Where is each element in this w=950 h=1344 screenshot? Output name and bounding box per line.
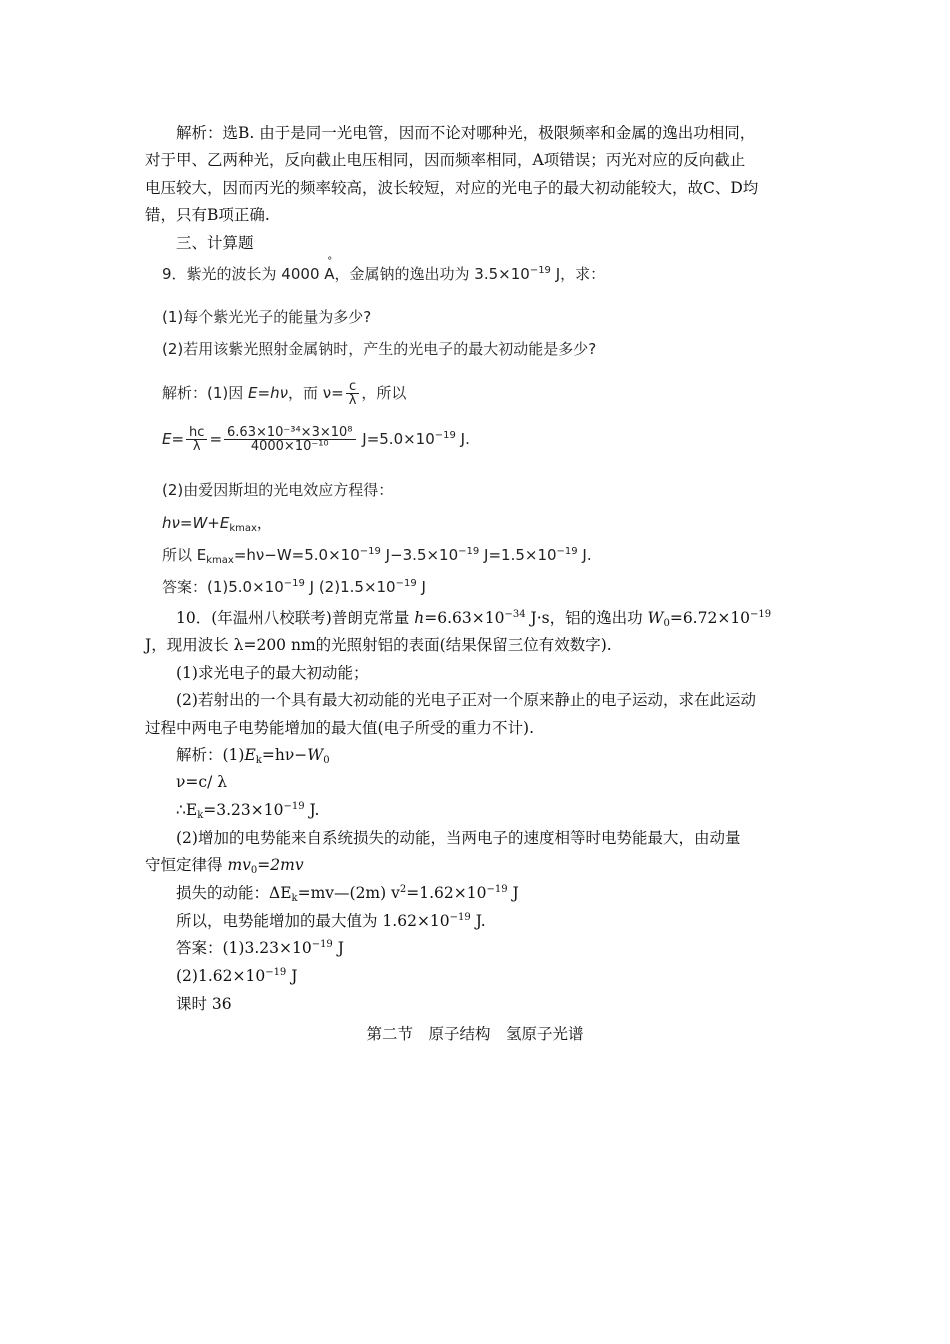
sol-b: =hν− [261,746,308,764]
lesson-number: 课时 36 [176,995,232,1013]
q10-l1-b: =6.63×10 [424,609,505,627]
q10-part-2-solution-line-2 [145,855,304,875]
q9-mid: ，金属钠的逸出功为 3.5×10 [334,265,530,283]
q10-l1-a: 10．(年温州八校联考)普朗克常量 [176,609,415,627]
ans-a: 答案：(1)5.0×10 [162,578,284,596]
so-a: 所以，电势能增加的最大值为 1.62×10 [176,912,450,930]
q10-ek-result [176,800,319,820]
so-b: J. [470,912,486,930]
ek-sub: k [197,810,204,821]
q10-part-2-line-1: (2)若射出的一个具有最大初动能的光电子正对一个原来静止的电子运动，求在此运动 [176,691,756,709]
q9-part-2-solution: (2)由爱因斯坦的光电效应方程得： [162,481,394,499]
so-e: −19 [449,912,471,923]
ans2-b: J [286,967,298,985]
momentum-sub: 0 [250,865,258,876]
q10-part-2-line-2: 过程中两电子电势能增加的最大值(电子所受的重力不计). [145,719,535,737]
sol-a: 解析：(1) [176,746,245,764]
ek-c: J. [304,801,320,819]
result-d: J=1.5×10 [479,546,557,564]
q9-part-2: (2)若用该紫光照射金属钠时，产生的光电子的最大初动能是多少? [162,340,597,358]
result-e2: −19 [458,546,480,557]
q10-kinetic-loss [176,883,519,903]
ans1-e: −19 [311,939,333,950]
ek-b: =3.23×10 [203,801,284,819]
loss-a: 损失的动能：ΔE [176,884,292,902]
loss-d: J [507,884,519,902]
ans1-b: J [332,939,344,957]
q9-sol-label: 解析：(1)因 [162,384,249,402]
energy-left: E= [162,430,185,448]
q10-solution-1 [176,745,330,765]
q10-nu: ν=c/ λ [176,773,228,791]
angstrom-symbol: ° A [324,264,334,284]
section-heading: 三、计算题 [176,234,254,252]
ans-e2: −19 [395,578,417,589]
q10-l1-d: =6.72×10 [669,609,751,627]
q10-w: W [647,609,664,627]
q10-part-1: (1)求光电子的最大初动能； [176,664,369,682]
analysis-line-4: 错，只有B项正确. [145,206,270,224]
q9-energy-equation [162,426,470,453]
section-title: 第二节 原子结构 氢原子光谱 [366,1025,584,1043]
q9-sol-nu: ，而 ν= [287,384,344,402]
einstein-equation [162,513,272,533]
momentum-b: mv [227,856,251,874]
fraction-c-over-lambda [346,380,360,407]
analysis-line-1: 解析：选B. 由于是同一光电管，因而不论对哪种光，极限频率和金属的逸出功相同， [176,124,756,142]
q9-prefix: 9．紫光的波长为 4000 [162,265,325,283]
q10-wsub: 0 [663,618,670,629]
fraction-numeric [224,426,355,453]
energy-right: J=5.0×10 [357,430,435,448]
momentum-c: =2mv [257,856,304,874]
question-9 [162,264,605,284]
sol-w: W [307,746,324,764]
q10-part-2-solution-line-1: (2)增加的电势能来自系统损失的动能，当两电子的速度相等时电势能最大，由动量 [176,829,741,847]
result-b: =hν−W=5.0×10 [233,546,360,564]
sol-wsub: 0 [323,755,330,766]
ans2-e: −19 [265,967,287,978]
q10-l1-c: J·s，铝的逸出功 [525,609,648,627]
frac-num: hc [186,426,207,440]
result-f: J. [577,546,592,564]
q9-sol-tail: ，所以 [361,384,407,402]
analysis-line-3: 电压较大，因而丙光的频率较高，波长较短，对应的光电子的最大初动能较大，故C、D均 [145,179,759,197]
ans1-a: 答案：(1)3.23×10 [176,939,312,957]
energy-exp: −19 [434,430,456,441]
loss-sup: 2 [399,884,407,895]
energy-unit: J. [455,430,470,448]
result-c: J−3.5×10 [380,546,459,564]
loss-e: −19 [486,884,508,895]
loss-sub: k [291,893,298,904]
question-10-line-1 [176,608,771,628]
frac-num: 6.63×10⁻³⁴×3×10⁸ [224,426,355,440]
loss-b: =mv—(2m) v [297,884,400,902]
ek-a: ∴E [176,801,198,819]
q10-max-potential [176,911,486,931]
result-e1: −19 [359,546,381,557]
analysis-line-2: 对于甲、乙两种光，反向截止电压相同，因而频率相同，A项错误；丙光对应的反向截止 [145,151,746,169]
q10-e1: −34 [504,609,526,620]
loss-c: =1.62×10 [406,884,487,902]
frac-num: c [346,380,360,394]
q10-e2: −19 [750,609,772,620]
q9-solution-1 [162,380,406,407]
ans2-a: (2)1.62×10 [176,967,266,985]
q10-answer-1 [176,938,344,958]
frac-den: λ [192,439,201,454]
ans-b: J (2)1.5×10 [304,578,396,596]
result-sub: kmax [206,555,234,566]
fraction-hc-over-lambda [186,426,207,453]
sol-ek: E [244,746,256,764]
equals: = [209,430,223,448]
q10-answer-2 [176,966,297,986]
momentum-a: 守恒定律得 [145,856,228,874]
einstein-main: hν=W+E [162,514,230,532]
result-a: 所以 E [162,546,207,564]
q9-suffix: J，求： [550,265,606,283]
result-e3: −19 [556,546,578,557]
ek-e: −19 [283,801,305,812]
einstein-tail: ， [256,514,272,532]
ans-c: J [416,578,426,596]
question-10-line-2: J，现用波长 λ=200 nm的光照射铝的表面(结果保留三位有效数字). [145,636,612,654]
ans-e1: −19 [283,578,305,589]
einstein-sub: kmax [229,523,257,534]
q10-h: h [414,609,425,627]
frac-den: 4000×10⁻¹⁰ [250,439,329,454]
q9-part-1: (1)每个紫光光子的能量为多少? [162,308,372,326]
frac-den: λ [348,393,357,408]
sol-ksub: k [255,755,262,766]
q9-result [162,545,592,565]
q9-answer [162,577,426,597]
q9-sol-eq: E=hν [248,384,288,402]
q9-exp: −19 [529,265,551,276]
